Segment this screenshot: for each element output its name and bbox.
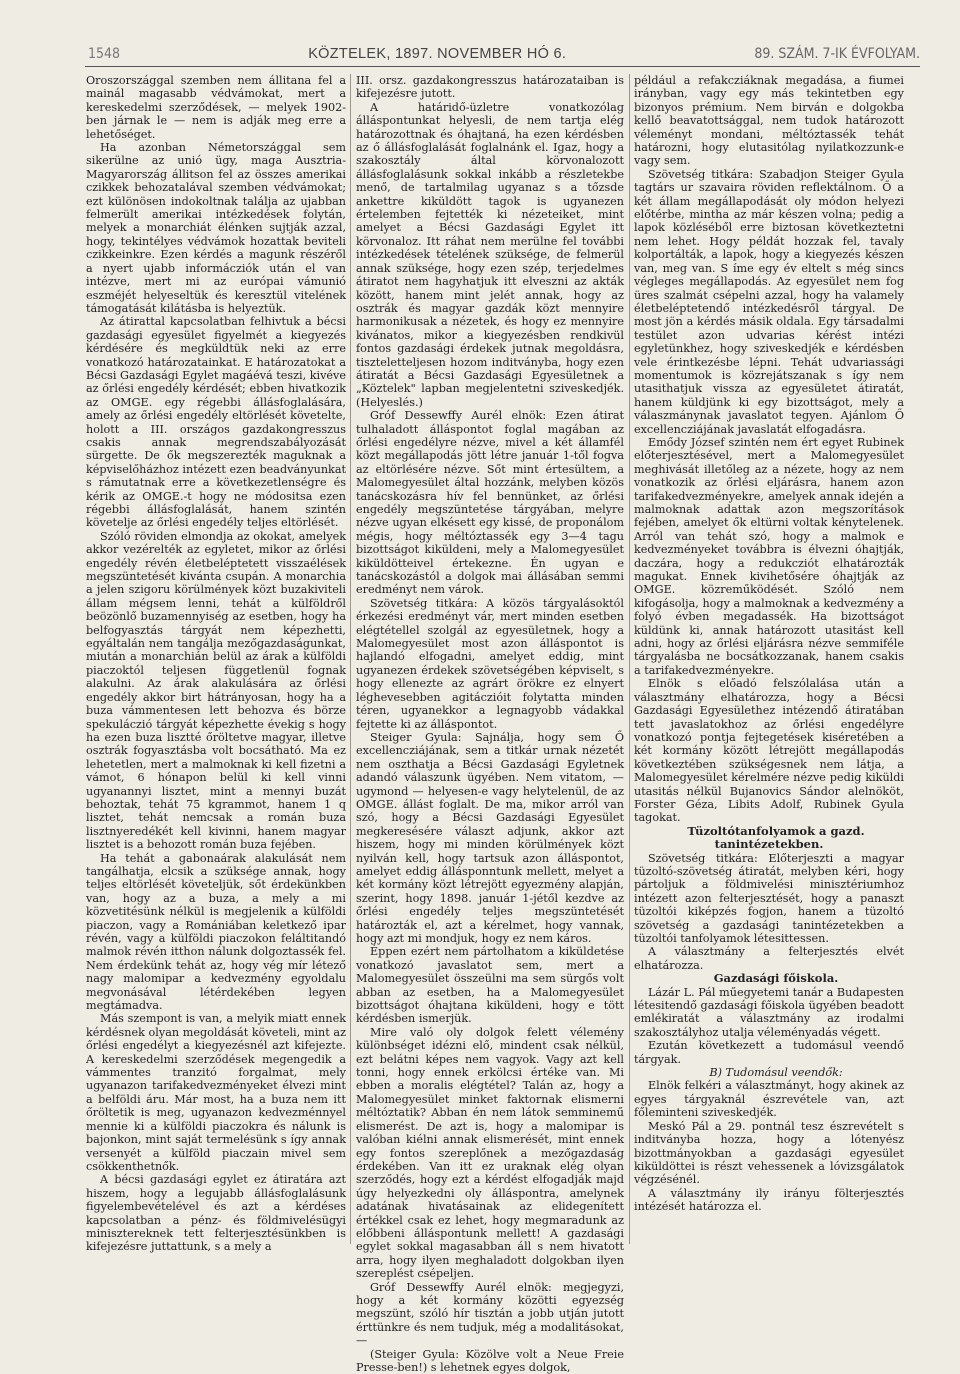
column-divider <box>350 74 351 1244</box>
paragraph: Elnök felkéri a választmányt, hogy akinek az egyes tárgyaknál észrevétele van, azt főleminteni sziveskedjék. <box>634 1079 904 1120</box>
section-heading: Tüzoltótanfolyamok a gazd. tanintézetekben. <box>687 823 865 852</box>
publication-title: KÖZTELEK, 1897. NOVEMBER HÓ 6. <box>308 46 567 62</box>
paragraph: Ezután következett a tudomásul veendő tárgyak. <box>634 1039 904 1066</box>
column-1 <box>86 74 346 1274</box>
header-rule <box>85 66 920 67</box>
column-2 <box>356 74 624 1374</box>
issue-info: 89. SZÁM. 7-IK ÉVFOLYAM. <box>754 46 920 62</box>
paragraph: Gróf Dessewffy Aurél elnök: Ezen átirat tulhaladott álláspontot foglal magában az őrlési engedélyre nézve, mivel a két államfél közt megállapodás jött létre január 1-től fogva az eltörlésére nézve. Sőt mint értesültem, a Malomegyesület által hozzánk, melyben közös tanácskozásra hív fel bennünket, az őrlési engedély megszüntetése tárgyában, melyre nézve ugyan elkésett egy kissé, de proponálom mégis, hogy méltóztassék egy 3—4 tagu bizottságot kiküldeni, mely a Malomegyesület kiküldötteivel értekezne. Én ugyan e tanácskozástól a dolgok mai állásában semmi eredményt nem várok. <box>356 409 624 597</box>
paragraph: (Steiger Gyula: Közölve volt a Neue Freie Presse-ben!) s lehetnek egyes dolgok, <box>356 1347 624 1374</box>
paragraph: Az átirattal kapcsolatban felhivtuk a bécsi gazdasági egyesület figyelmét a kiegyezés kérdésére és megküldtük neki az erre vonatkozó határozatainkat. E határozatokat a Bécsi Gazdasági Egylet magáévá teszi, kivéve az őrlési engedély kérdését; ebben hivatkozik az OMGE. egy régebbi állásfoglalására, amely az őrlési engedély eltörlését követelte, holott a III. országos gazdakongresszus csakis annak megrendszabályozását sürgette. De ők megszerezték maguknak a képviselőházhoz intézett ezen beadványunkat s rámutatnak erre a következetlenségre és kérik az OMGE.-t hogy ne módositsa ezen régebbi állásfoglalását, hanem szintén követelje az őrlési engedély teljes eltörlését. <box>86 315 346 530</box>
paragraph: Gróf Dessewffy Aurél elnök: megjegyzi, hogy a két kormány közötti egyezség megszünt, szóló hír tisztán a jobb utján jutott érttünkre és nem tudjuk, még a modalitásokat, — <box>356 1280 624 1348</box>
paragraph: Steiger Gyula: Sajnálja, hogy sem Ő excellencziájának, sem a titkár urnak nézetét nem oszthatja a Bécsi Gazdasági Egyletnek adandó válaszunk ügyében. Nem vitatom, — ugymond — helyesen-e vagy helytelenül, de az OMGE. állást foglalt. De ma, mikor arról van szó, hogy a Bécsi Gazdasági Egyesület megkeresésére választ adjunk, akkor azt hiszem, hogy mi minden körülmények közt nyilván kell, hogy tartsuk azon álláspontot, amelyet eddig állásponntunk mellett, melyet a két kormány közt létrejött egyezmény alapján, szerint, hogy 1898. január 1-jétől kezdve az őrlési engedély teljes megszüntetését határozták el, azt a kérelmet, hogy vannak, hogy azt mi mondjuk, hogy ez nem káros. <box>356 730 624 945</box>
paragraph: Lázár L. Pál műegyetemi tanár a Budapesten létesitendő gazdasági főiskola ügyében beadott emlékiratát a választmány az irodalmi szakosztályhoz utalja véleményadás végett. <box>634 985 904 1039</box>
column-divider <box>629 74 630 1244</box>
paragraph: Oroszországgal szemben nem állitana fel a mainál magasabb védvámokat, mert a kereskedelmi szerződések, — melyek 1902-ben járnak le — nem is adják meg erre a lehetőséget. <box>86 74 346 141</box>
paragraph: Szóló röviden elmondja az okokat, amelyek akkor vezérelték az egyletet, mikor az őrlési engedély révén életbeléptetett visszaélések megszüntetését kivánta csupán. A monarchia a jelen szigoru körülmények közt buzakiviteli állam mégsem lenni, tehát a külföldről beözönlő buzamennyiség az esetben, hogy ha belfogyasztás tárgyát nem képezhetti, egyáltalán nem tangálja mezőgazdaságunkat, miután a monarchián belül az árak a külföldi piaczoktól teljesen függetlenül fognak alakulni. Az árak alakulására az őrlési engedély akkor birt hátrányosan, hogy ha a buza vámmentesen lett behozva és börze spekuláczió tárgyát képezhette évekig s hogy ha ezen buza lisztté őröltetve magyar, illetve osztrák fogyasztásba volt bocsátható. Ma ez lehetetlen, mert a malmoknak ki kell fizetni a vámot, 6 hónapon belül ki kell vinni ugyanannyi lisztet, mint a mennyi buzát behoztak, tehát 75 kgrammot, hanem 1 q lisztet, tehát nemcsak a román buza lisztnyeredékét kell kivinni, hanem magyar lisztet is a behozott román buza fejében. <box>86 529 346 852</box>
paragraph: Szövetség titkára: A közös tárgyalásoktól érkezési eredményt vár, mert minden esetben elégtétellel szolgál az egyesületnek, hogy a Malomegyesület most azon álláspontot is hajlandó elfogadni, amelyet eddig, mint ugyanezen érdekek szövetségében képviselt, s hogy ellenezte az agrárt örökre ez elnyert léghevesebben agitáczióit folytatta minden téren, ugyanekkor a legnagyobb vádakkal fejtette ki az álláspontot. <box>356 596 624 731</box>
paragraph: Szövetség titkára: Szabadjon Steiger Gyula tagtárs ur szavaira röviden reflektálnom. Ő a két állam megállapodását oly módon helyezi előtérbe, mintha az már készen volna; pedig a lapok közléséből erre biztosan következtetni nem lehet. Hogy példát hozzak fel, tavaly kolportálták, a lapok, hogy a kiegyezés készen van, meg van. S íme egy év eltelt s még sincs végleges megállapodás. Az egyesület nem fog üres szalmát csépelni azzal, hogy ha valamely életbeléptetendő intézkedésről tárgyal. De most jön a kérdés másik oldala. Egy társadalmi testület azon udvarias kérést intézi egyletünkhez, hogy sziveskedjék e kérdésben vele érintkezésbe lépni. Tehát udvariassági momentumok is közrejátszanak s így nem utasithatjuk vissza az egyesületet átiratát, hanem küldjünk ki egy bizottságot, mely a válaszmánynak javaslatot tegyen. Ajánlom Ő excellencziájának javaslatát elfogadásra. <box>634 167 904 436</box>
section-subheading: B) Tudomásul veendők: <box>709 1066 843 1080</box>
paragraph: például a refakcziáknak megadása, a fiumei irányban, vagy egy más tekintetben egy bizonyos prémium. Nem birván e dolgokba kellő beavatottsággal, nem tudok határozott véleményt mondani, méltóztassék tehát határozni, hogy elutasitólag nyilatkozzunk-e vagy sem. <box>634 74 904 168</box>
paragraph: Meskó Pál a 29. pontnál tesz észrevételt s inditványba hozza, hogy a lótenyész bizottmányokban a gazdasági egyesület kiküldöttei is részt vehessenek a lóvizsgálatok végzésénél. <box>634 1119 904 1187</box>
paragraph: Más szempont is van, a melyik miatt ennek kérdésnek olyan megoldását követeli, mint az őrlési engedélyt a kiegyezésnél azt kifejezte. A kereskedelmi szerződések megengedik a vámmentes tranzitó forgalmat, mely ugyanazon tarifakedvezményeket élvezi mint a belföldi áru. Már most, ha a buza nem itt őröltetik is meg, ugyanazon kedvezménnyel mennie ki a külföldi piaczokra és nálunk is bajonkon, mint saját termelésünk s így annak versenyét a külföld piaczain mivel sem csökkenthetnők. <box>86 1012 346 1173</box>
paragraph: Mire való oly dolgok felett vélemény különbséget idézni elő, mindent csak nélkül, ezt belátni képes nem vagyok. Vagy azt kell tonni, hogy ennek erkölcsi értéke van. Mi ebben a moralis elégtétel? Talán az, hogy a Malomegyesület minket faktornak elismerni méltóztatik? Abban én nem látok semminemű elismerést. De azt is, hogy a malomipar is valóban kiélni annak elismerését, mint ennek egy fontos szereplőnek a mezőgazdaság érdekében. Van itt ez uraknak elég olyan szerződés, hogy ezt a kérdést elfogadják majd úgy helyezkedni oly álláspontra, amelynek adatának hivatásainak az elidegenített értékkel csak ez lehet, hogy megmaradunk az előbbeni álláspontunk mellett! A gazdasági egylet sokkal magasabban áll s nem hivatott arra, hogy ilyen meghaladott dolgokban ilyen szereplést csépeljen. <box>356 1025 624 1281</box>
paragraph: Éppen ezért nem pártolhatom a kiküldetése vonatkozó javaslatot sem, mert a Malomegyesület összeülni ma sem sürgős volt abban az esetben, ha a Malomegyesület bizottságot óhajtana kiküldeni, hogy e tött kérdésben ismerjük. <box>356 945 624 1026</box>
section-heading: Gazdasági főiskola. <box>713 971 839 986</box>
paragraph: Ha azonban Németországgal sem sikerülne az unió ügy, maga Ausztria-Magyarország állitson fel az összes amerikai czikkek behozatalával szemben védvámokat; ezt különösen indokoltnak találja az ujabban felmerült amerikai intézkedések folytán, melyek a monarchiát élénken sujtják azzal, hogy, tekintélyes védvámok hozattak beviteli czikkeinkre. Ezen kérdés a magunk részéről a nyert ujabb informácziók után el van intézve, mert mi az európai vámunió eszméjét helyeseltük és keresztül vitelének támogatását kilátásba is helyeztük. <box>86 141 346 315</box>
paragraph: Szövetség titkára: Előterjeszti a magyar tüzoltó-szövetség átiratát, melyben kéri, hogy pártoljuk a földmivelési minisztériumhoz intézett azon felterjesztését, hogy a panaszt tüzoltói kiképzés fogjon, hanem a tüzoltó szövetség a gazdasági tanintézetekben a tüzoltói tanfolyamok létesittessen. <box>634 851 904 945</box>
paragraph: Elnök s előadó felszólalása után a választmány elhatározza, hogy a Bécsi Gazdasági Egyesülethez intézendő átiratában tett javaslatokhoz az őrlési engedélyre vonatkozó pontja fejtegetések kiséretében a két kormány között létrejött megállapodás következtében szükségesnek nem látja, a Malomegyesület kérelmére nézve pedig kiküldi utasitás nélkül Bujanovics Sándor alelnököt, Forster Géza, Libits Adolf, Rubinek Gyula tagokat. <box>634 677 904 825</box>
paragraph: A választmány a felterjesztés elvét elhatározza. <box>634 945 904 972</box>
paragraph: III. orsz. gazdakongresszus határozataiban is kifejezésre jutott. <box>356 74 624 101</box>
column-3 <box>634 74 904 1274</box>
paragraph: A határidő-üzletre vonatkozólag álláspontunkat helyesli, de nem tartja elég határozottnak és óhajtaná, ha ezen kérdésben az ő állásfoglalását foglalnánk el. Igaz, hogy a szakosztály által körvonalozott állásfoglalásunk sokkal inkább a részletekbe menő, de tartalmilag ugyanaz s a tőzsde ankettre kiküldött tagok is ugyanezen értelemben fejtették ki nézeteiket, mint amelyet a Bécsi Gazdasági Egylet itt körvonaloz. Itt ráhat nem merülne fel további intézkedések tételének szüksége, de felmerül annak szüksége, hogy ezen szép, terjedelmes átiratot nem hagyhatjuk itt elveszni az akták között, hanem mint jelét annak, hogy az osztrák és magyar gazdák közt mennyire harmonikusak a nézetek, és hogy ez mennyire kivánatos, mikor a kiegyezésben rendkivül fontos gazdasági érdekek jutnak megoldásra, tiszteletteljesen hozom inditványba, hogy ezen átiratát a Bécsi Gazdasági Egyesületnek a „Köztelek" lapban megjelentetni sziveskedjék. (Helyeslés.) <box>356 100 624 409</box>
paragraph: A bécsi gazdasági egylet ez átiratára azt hiszem, hogy a legujabb állásfoglalásunk figyelembevételével és azt a kérdéses kapcsolatban a pénz- és földmivelésügyi minisztereknek tett felterjesztésünkben is kifejezésre juttattunk, s a mely a <box>86 1173 346 1254</box>
paragraph: Emődy József szintén nem ért egyet Rubinek előterjesztésével, mert a Malomegyesület meghivását illetőleg az a nézete, hogy az nem vonatkozik az őrlési eljárásra, hanem azon tarifakedvezményekre, amelyek annak idején a malmoknak adattak azon megszorítások fejében, amelyet ők eltürni voltak kénytelenek. Arról van tehát szó, hogy a malmok e kedvezményeket továbbra is élvezni óhajtják, daczára, hogy a redukcziót elhatározták magukat. Ennek kivihetősére óhajtják az OMGE. közreműködését. Szóló nem kifogásolja, hogy a malmoknak a kedvezmény a folyó évben megadassék. Ha bizottságot küldünk ki, annak határozott utasitást kell adni, hogy az őrlési eljárásra nézve semmiféle tárgyalásba ne bocsátkozzanak, hanem csakis a tarifakedvezményekre. <box>634 435 904 677</box>
paragraph: Ha tehát a gabonaárak alakulását nem tangálhatja, elcsik a szüksége annak, hogy teljes eltörlését követeljük, sőt érdekünkben van, hogy az a buza, a mely a mi közvetitésünk nélkül is megjelenik a külföldi piaczon, vagy a Romániában keletkező ipar révén, vagy a külföldi piaczokon feláltitandó malmok révén itthon nálunk dolgoztassék fel. Nem érdekünk tehát az, hogy vég mír létező nagy malomipar a kedvezmény egyoldalu megvonásával létérdekében legyen megtámadva. <box>86 851 346 1013</box>
page-number: 1548 <box>88 46 121 62</box>
page-header <box>88 40 920 62</box>
paragraph: A választmány ily irányu fölterjesztés intézését határozza el. <box>634 1186 904 1214</box>
